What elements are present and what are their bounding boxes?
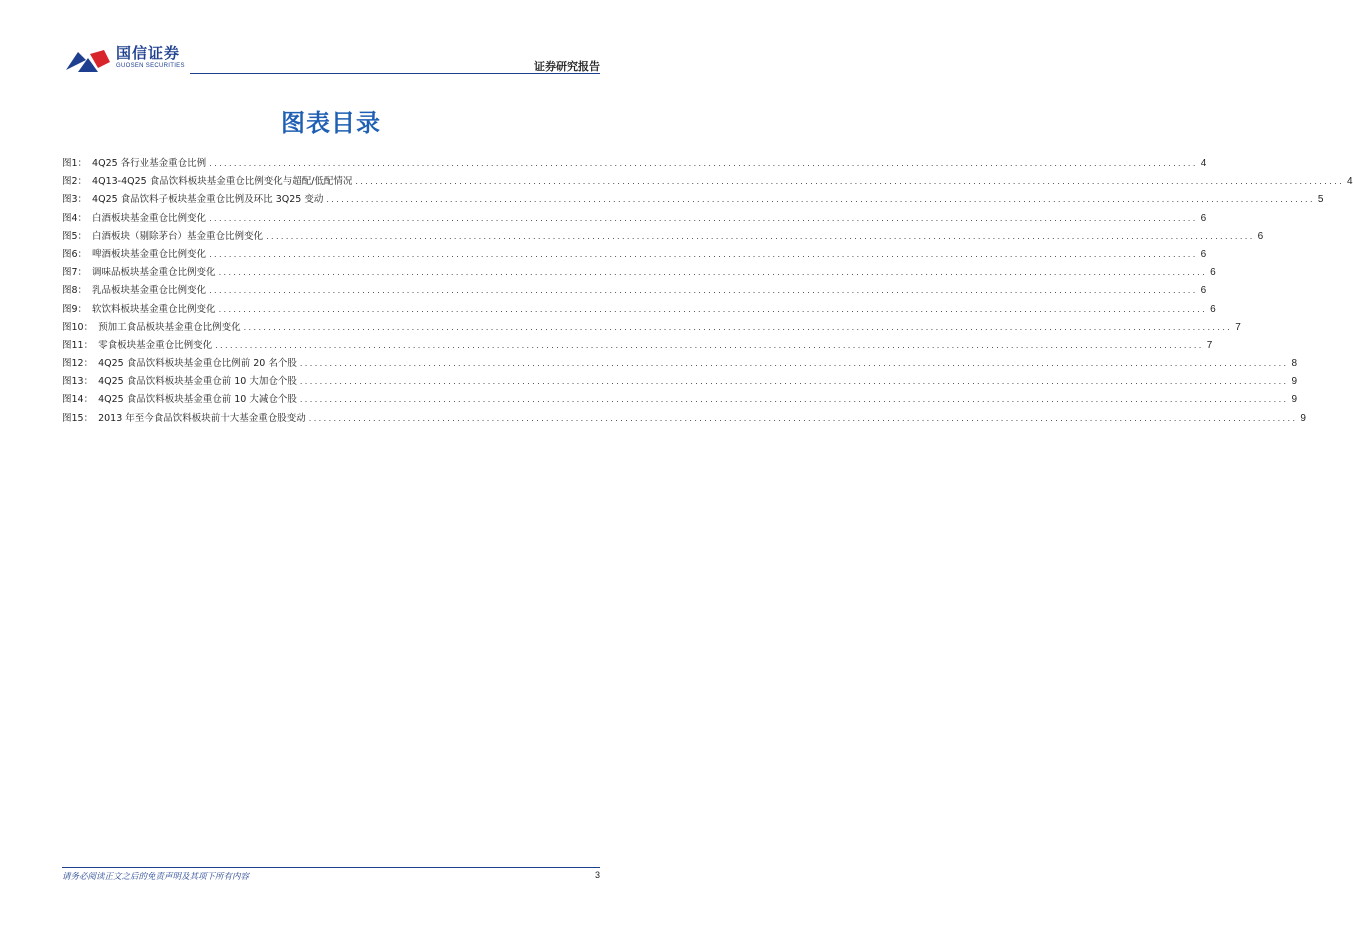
- toc-entry-label: 图13：: [62, 376, 94, 388]
- toc-leader-dots: ........................................................................................................................................................................................................: [209, 159, 1198, 168]
- toc-entry-title: 乳品板块基金重仓比例变化: [92, 285, 207, 297]
- toc-entry-title: 4Q25 食品饮料板块基金重仓前 10 大加仓个股: [98, 376, 297, 388]
- brand-name-english: GUOSEN SECURITIES: [116, 63, 185, 69]
- toc-entry[interactable]: [62, 282, 1207, 300]
- toc-entry-page: 5: [1317, 194, 1324, 206]
- toc-leader-dots: ........................................................................................................................................................................................................: [215, 340, 1204, 350]
- toc-entry-label: 图10：: [62, 321, 94, 333]
- toc-entry-label: 图12：: [62, 358, 94, 370]
- toc-entry[interactable]: [62, 155, 1207, 173]
- toc-entry-title: 零食板块基金重仓比例变化: [98, 339, 213, 351]
- toc-entry-label: 图7：: [62, 267, 88, 279]
- toc-entry[interactable]: [62, 210, 1207, 228]
- brand-name: 国信证券: [116, 44, 181, 62]
- toc-entry-page: 6: [1210, 267, 1216, 279]
- toc-entry-page: 9: [1291, 376, 1298, 388]
- toc-leader-dots: ........................................................................................................................................................................................................: [266, 231, 1255, 241]
- toc-entry-page: 6: [1200, 248, 1207, 260]
- toc-entry-label: 图14：: [62, 394, 94, 406]
- toc-entry[interactable]: [62, 301, 1216, 319]
- toc-entry-label: 图8：: [62, 285, 88, 297]
- toc-entry[interactable]: [62, 337, 1213, 355]
- toc-leader-dots: ........................................................................................................................................................................................................: [209, 249, 1198, 259]
- toc-leader-dots: ........................................................................................................................................................................................................: [308, 413, 1298, 423]
- toc-entry-title: 预加工食品板块基金重仓比例变化: [98, 321, 241, 333]
- toc-entry[interactable]: [62, 246, 1207, 264]
- toc-leader-dots: ........................................................................................................................................................................................................: [299, 395, 1289, 405]
- toc-entry-title: 啤酒板块基金重仓比例变化: [92, 248, 207, 260]
- toc-entry-title: 4Q25 各行业基金重仓比例: [92, 158, 207, 169]
- toc-entry-label: 图1：: [62, 158, 88, 169]
- toc-entry-page: 9: [1291, 394, 1298, 406]
- toc-entry-page: 6: [1200, 212, 1207, 224]
- toc-entry-label: 图15：: [62, 412, 94, 424]
- toc-leader-dots: ........................................................................................................................................................................................................: [326, 195, 1315, 205]
- toc-entry[interactable]: [62, 319, 1241, 337]
- toc-entry-title: 2013 年至今食品饮料板块前十大基金重仓股变动: [98, 412, 306, 424]
- page-title: 图表目录: [281, 109, 381, 137]
- toc-entry-page: 7: [1206, 339, 1213, 351]
- toc-entry-page: 6: [1257, 230, 1264, 242]
- header-divider: [190, 73, 600, 74]
- table-of-figures: [62, 155, 1353, 428]
- toc-entry-label: 图2：: [62, 176, 88, 188]
- toc-leader-dots: ........................................................................................................................................................................................................: [299, 377, 1289, 387]
- toc-entry[interactable]: [62, 173, 1353, 191]
- toc-entry-label: 图5：: [62, 230, 88, 242]
- toc-entry[interactable]: [62, 191, 1324, 209]
- toc-entry[interactable]: [62, 373, 1298, 391]
- toc-entry[interactable]: [62, 228, 1264, 246]
- toc-entry-title: 软饮料板块基金重仓比例变化: [92, 303, 216, 315]
- report-type-label: 证券研究报告: [534, 60, 600, 73]
- toc-entry-label: 图4：: [62, 212, 88, 224]
- toc-entry[interactable]: [62, 355, 1298, 373]
- toc-entry-page: 9: [1300, 412, 1306, 424]
- toc-leader-dots: ........................................................................................................................................................................................................: [355, 177, 1345, 187]
- brand-block: [116, 44, 185, 70]
- toc-entry-label: 图3：: [62, 194, 88, 206]
- toc-leader-dots: ........................................................................................................................................................................................................: [243, 322, 1233, 332]
- page-header: [0, 0, 662, 80]
- toc-entry-page: 8: [1291, 358, 1298, 370]
- toc-leader-dots: ........................................................................................................................................................................................................: [209, 286, 1198, 296]
- toc-entry-label: 图6：: [62, 248, 88, 260]
- toc-entry-title: 4Q25 食品饮料子板块基金重仓比例及环比 3Q25 变动: [92, 194, 324, 206]
- page-number: 3: [594, 870, 600, 880]
- guosen-logo-icon: [64, 48, 112, 76]
- toc-leader-dots: ........................................................................................................................................................................................................: [218, 268, 1208, 278]
- footer-divider: [62, 867, 600, 868]
- toc-leader-dots: ........................................................................................................................................................................................................: [218, 304, 1208, 314]
- toc-entry-page: 6: [1210, 303, 1216, 315]
- toc-entry-page: 7: [1235, 321, 1241, 333]
- toc-entry-title: 白酒板块（剔除茅台）基金重仓比例变化: [92, 230, 264, 242]
- toc-entry[interactable]: [62, 391, 1298, 409]
- toc-entry-page: 4: [1347, 176, 1353, 188]
- toc-entry-title: 调味品板块基金重仓比例变化: [92, 267, 216, 279]
- toc-entry-label: 图11：: [62, 339, 94, 351]
- toc-entry[interactable]: [62, 264, 1216, 282]
- footer-disclaimer: 请务必阅读正文之后的免责声明及其项下所有内容: [62, 872, 250, 882]
- toc-entry-title: 4Q25 食品饮料板块基金重仓比例前 20 名个股: [98, 358, 297, 370]
- toc-entry[interactable]: [62, 410, 1306, 428]
- toc-entry-label: 图9：: [62, 303, 88, 315]
- toc-entry-title: 4Q25 食品饮料板块基金重仓前 10 大减仓个股: [98, 394, 297, 406]
- toc-entry-title: 白酒板块基金重仓比例变化: [92, 212, 207, 224]
- toc-entry-page: 6: [1200, 285, 1207, 297]
- toc-entry-title: 4Q13-4Q25 食品饮料板块基金重仓比例变化与超配/低配情况: [92, 176, 353, 188]
- toc-entry-page: 4: [1200, 158, 1207, 169]
- toc-leader-dots: ........................................................................................................................................................................................................: [299, 359, 1289, 369]
- toc-leader-dots: ........................................................................................................................................................................................................: [209, 213, 1198, 223]
